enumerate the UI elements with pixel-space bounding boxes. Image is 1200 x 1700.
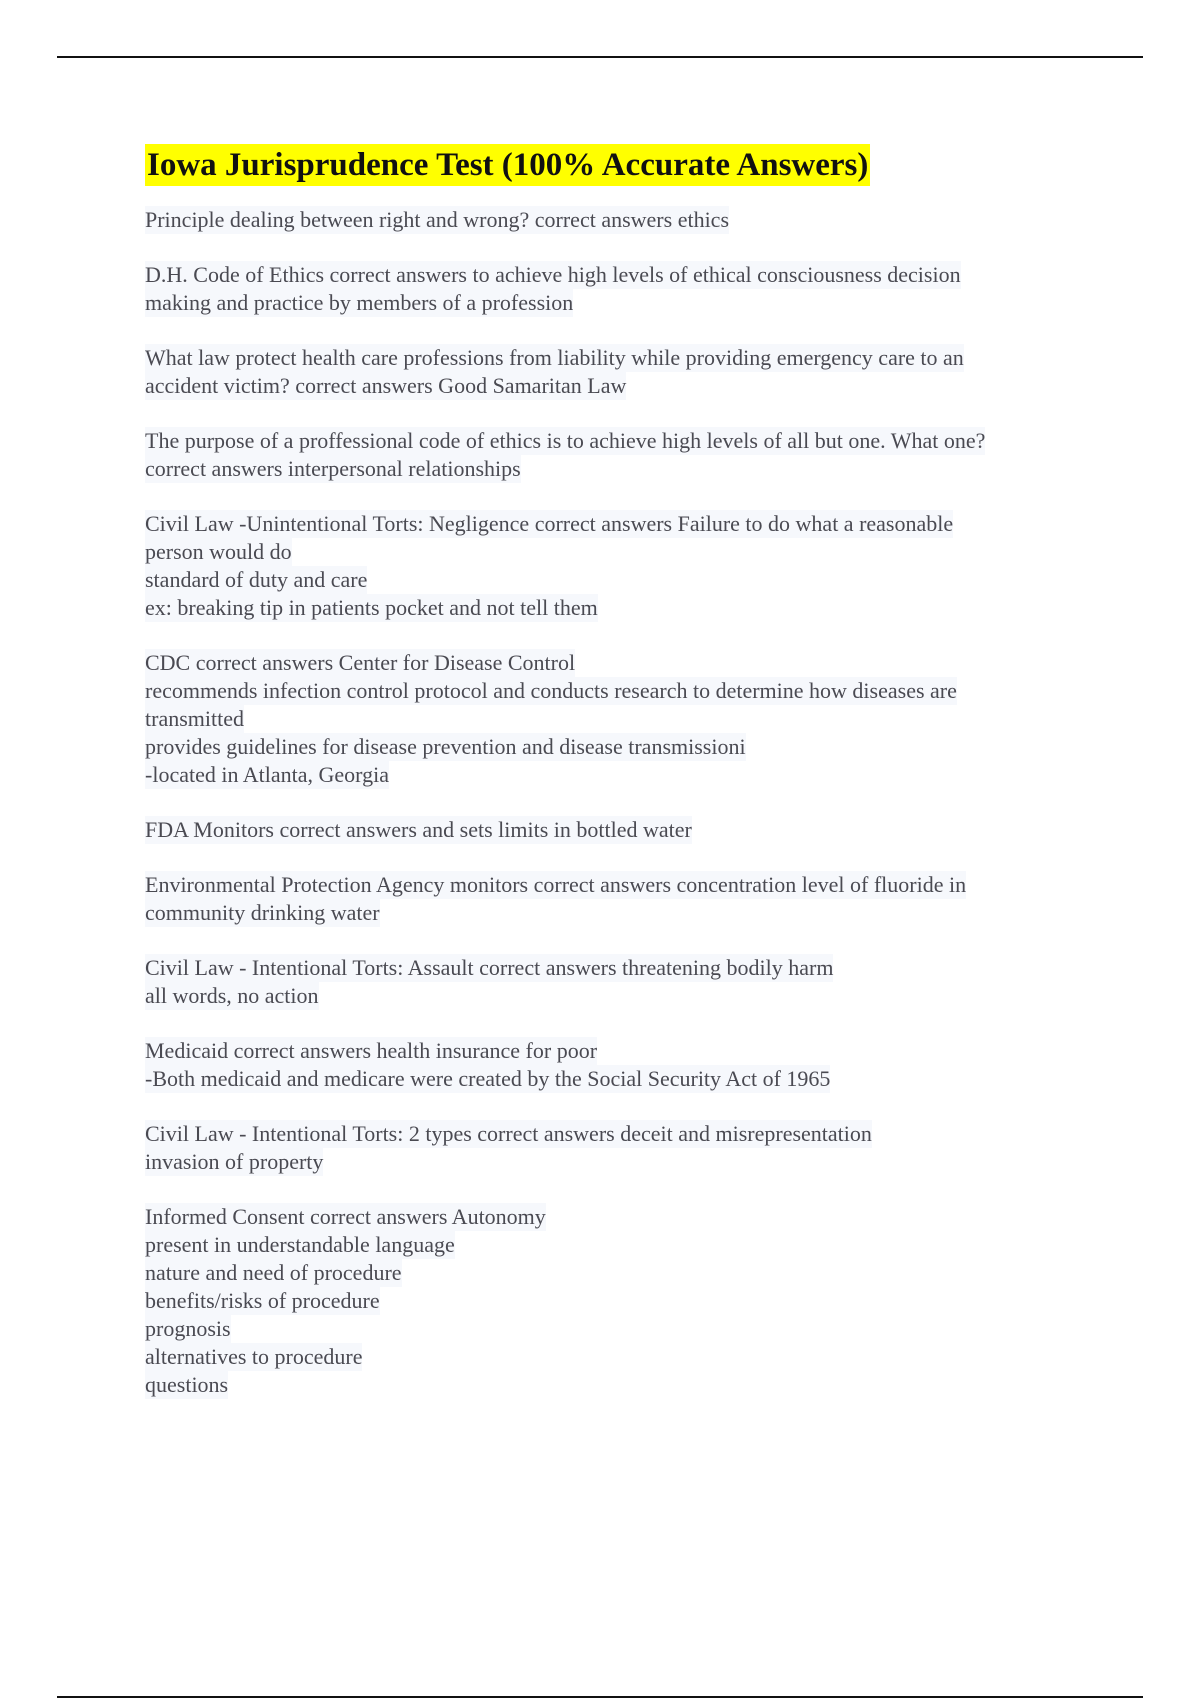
qa-item — [145, 954, 1095, 1010]
qa-line: Informed Consent correct answers Autonomy — [145, 1204, 546, 1229]
qa-item — [145, 1120, 1095, 1176]
qa-line: -located in Atlanta, Georgia — [145, 762, 389, 787]
qa-list — [145, 206, 1095, 1399]
qa-line: CDC correct answers Center for Disease Control — [145, 650, 576, 675]
qa-line: -Both medicaid and medicare were created by the Social Security Act of 1965 — [145, 1066, 831, 1091]
qa-item — [145, 816, 1095, 844]
qa-line: prognosis — [145, 1316, 231, 1341]
qa-line: alternatives to procedure — [145, 1344, 363, 1369]
qa-item — [145, 206, 1095, 234]
qa-line: accident victim? correct answers Good Samaritan Law — [145, 373, 627, 398]
qa-line: provides guidelines for disease prevention and disease transmissioni — [145, 734, 746, 759]
qa-line: What law protect health care professions from liability while providing emergency care to an — [145, 345, 964, 370]
qa-line: Civil Law - Intentional Torts: Assault correct answers threatening bodily harm — [145, 955, 834, 980]
top-rule — [57, 56, 1143, 58]
qa-line: questions — [145, 1372, 229, 1397]
qa-line: Environmental Protection Agency monitors correct answers concentration level of fluoride in — [145, 872, 967, 897]
document-title: Iowa Jurisprudence Test (100% Accurate Answers) — [145, 144, 870, 186]
qa-line: Principle dealing between right and wrong? correct answers ethics — [145, 207, 730, 232]
qa-line: FDA Monitors correct answers and sets limits in bottled water — [145, 817, 692, 842]
qa-line: D.H. Code of Ethics correct answers to achieve high levels of ethical consciousness decision — [145, 262, 961, 287]
qa-item — [145, 649, 1095, 789]
qa-line: person would do — [145, 539, 292, 564]
document-body — [145, 144, 1095, 1426]
qa-line: Medicaid correct answers health insurance for poor — [145, 1038, 598, 1063]
qa-line: Civil Law - Intentional Torts: 2 types correct answers deceit and misrepresentation — [145, 1121, 872, 1146]
qa-line: recommends infection control protocol and conducts research to determine how diseases are — [145, 678, 957, 703]
qa-line: present in understandable language — [145, 1232, 455, 1257]
qa-line: transmitted — [145, 706, 244, 731]
qa-line: benefits/risks of procedure — [145, 1288, 380, 1313]
qa-line: nature and need of procedure — [145, 1260, 402, 1285]
qa-line: community drinking water — [145, 900, 380, 925]
qa-line: The purpose of a proffessional code of ethics is to achieve high levels of all but one. What one? — [145, 428, 986, 453]
qa-line: making and practice by members of a profession — [145, 290, 574, 315]
qa-item — [145, 1037, 1095, 1093]
qa-item — [145, 261, 1095, 317]
qa-line: invasion of property — [145, 1149, 324, 1174]
qa-line: all words, no action — [145, 983, 319, 1008]
qa-item — [145, 871, 1095, 927]
qa-line: correct answers interpersonal relationships — [145, 456, 521, 481]
qa-line: ex: breaking tip in patients pocket and not tell them — [145, 595, 598, 620]
qa-line: Civil Law -Unintentional Torts: Negligence correct answers Failure to do what a reasonable — [145, 511, 954, 536]
qa-item — [145, 510, 1095, 622]
bottom-rule — [57, 1696, 1143, 1698]
qa-item — [145, 427, 1095, 483]
qa-line: standard of duty and care — [145, 567, 368, 592]
qa-item — [145, 344, 1095, 400]
qa-item — [145, 1203, 1095, 1399]
